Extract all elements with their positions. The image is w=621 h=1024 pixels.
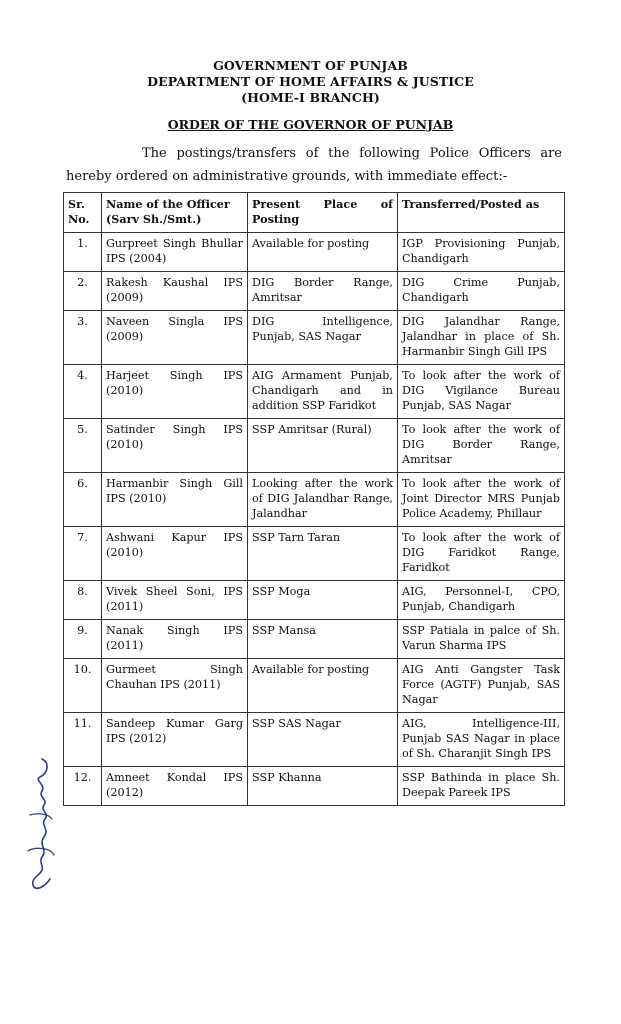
table-row [64,620,565,659]
cell-officer-name: Amneet Kondal IPS (2012) [102,767,248,806]
cell-transferred-as: AIG Anti Gangster Task Force (AGTF) Punjab, SAS Nagar [398,659,565,713]
cell-present-posting: Available for posting [248,233,398,272]
cell-officer-name: Sandeep Kumar Garg IPS (2012) [102,713,248,767]
header-sarv-text: (Sarv Sh./Smt.) [106,212,202,226]
table-row [64,233,565,272]
header-department: DEPARTMENT OF HOME AFFAIRS & JUSTICE [147,74,474,89]
cell-officer-name: Naveen Singla IPS (2009) [102,311,248,365]
table-row [64,365,565,419]
cell-present-posting: SSP Amritsar (Rural) [248,419,398,473]
cell-officer-name: Ashwani Kapur IPS (2010) [102,527,248,581]
cell-present-posting: AIG Armament Punjab, Chandigarh and in addition SSP Faridkot [248,365,398,419]
header-no-text: No. [68,212,90,226]
cell-transferred-as: AIG, Personnel-I, CPO, Punjab, Chandigarh [398,581,565,620]
cell-officer-name: Harjeet Singh IPS (2010) [102,365,248,419]
header-present-posting: Present Place of Posting [248,193,398,233]
table-header-row [64,193,565,233]
table-row [64,581,565,620]
cell-sr-no: 1. [64,233,102,272]
intro-paragraph [66,142,562,188]
cell-transferred-as: To look after the work of DIG Vigilance Bureau Punjab, SAS Nagar [398,365,565,419]
order-title: ORDER OF THE GOVERNOR OF PUNJAB [167,117,454,132]
cell-sr-no: 4. [64,365,102,419]
cell-present-posting: SSP Mansa [248,620,398,659]
table-row [64,659,565,713]
cell-present-posting: Available for posting [248,659,398,713]
cell-present-posting: SSP Tarn Taran [248,527,398,581]
cell-transferred-as: IGP Provisioning Punjab, Chandigarh [398,233,565,272]
cell-sr-no: 5. [64,419,102,473]
header-transferred-as: Transferred/Posted as [398,193,565,233]
cell-sr-no: 10. [64,659,102,713]
cell-sr-no: 9. [64,620,102,659]
table-row [64,713,565,767]
signature-flourish [28,814,54,855]
header-name-text: Name of the Officer [106,197,230,211]
cell-transferred-as: To look after the work of DIG Border Range, Amritsar [398,419,565,473]
cell-officer-name: Rakesh Kaushal IPS (2009) [102,272,248,311]
cell-sr-no: 6. [64,473,102,527]
cell-present-posting: SSP Moga [248,581,398,620]
table-row [64,473,565,527]
postings-table [63,192,565,806]
cell-sr-no: 2. [64,272,102,311]
cell-transferred-as: To look after the work of Joint Director MRS Punjab Police Academy, Phillaur [398,473,565,527]
header-sr-no [64,193,102,233]
cell-present-posting: DIG Border Range, Amritsar [248,272,398,311]
header-sr-text: Sr. [68,197,85,211]
cell-present-posting: Looking after the work of DIG Jalandhar Range, Jalandhar [248,473,398,527]
signature-stroke [33,759,50,888]
cell-transferred-as: SSP Patiala in palce of Sh. Varun Sharma IPS [398,620,565,659]
cell-sr-no: 11. [64,713,102,767]
table-row [64,527,565,581]
intro-line-2: hereby ordered on administrative grounds, with immediate effect:- [66,169,508,184]
header-branch: (HOME-I BRANCH) [241,90,380,105]
table-row [64,311,565,365]
header-officer-name [102,193,248,233]
cell-officer-name: Gurmeet Singh Chauhan IPS (2011) [102,659,248,713]
table-row [64,767,565,806]
cell-officer-name: Harmanbir Singh Gill IPS (2010) [102,473,248,527]
table-row [64,419,565,473]
header-government: GOVERNMENT OF PUNJAB [213,58,408,73]
cell-transferred-as: SSP Bathinda in place Sh. Deepak Pareek IPS [398,767,565,806]
cell-transferred-as: AIG, Intelligence-III, Punjab SAS Nagar in place of Sh. Charanjit Singh IPS [398,713,565,767]
cell-sr-no: 7. [64,527,102,581]
cell-officer-name: Gurpreet Singh Bhullar IPS (2004) [102,233,248,272]
cell-present-posting: SSP Khanna [248,767,398,806]
cell-officer-name: Satinder Singh IPS (2010) [102,419,248,473]
cell-sr-no: 12. [64,767,102,806]
table-row [64,272,565,311]
cell-transferred-as: To look after the work of DIG Faridkot Range, Faridkot [398,527,565,581]
document-header [0,58,621,106]
cell-officer-name: Nanak Singh IPS (2011) [102,620,248,659]
intro-line-1: The postings/transfers of the following Police Officers are [142,146,562,161]
cell-present-posting: DIG Intelligence, Punjab, SAS Nagar [248,311,398,365]
handwritten-signature [20,755,60,895]
cell-transferred-as: DIG Crime Punjab, Chandigarh [398,272,565,311]
cell-sr-no: 3. [64,311,102,365]
cell-transferred-as: DIG Jalandhar Range, Jalandhar in place of Sh. Harmanbir Singh Gill IPS [398,311,565,365]
cell-sr-no: 8. [64,581,102,620]
cell-present-posting: SSP SAS Nagar [248,713,398,767]
cell-officer-name: Vivek Sheel Soni, IPS (2011) [102,581,248,620]
